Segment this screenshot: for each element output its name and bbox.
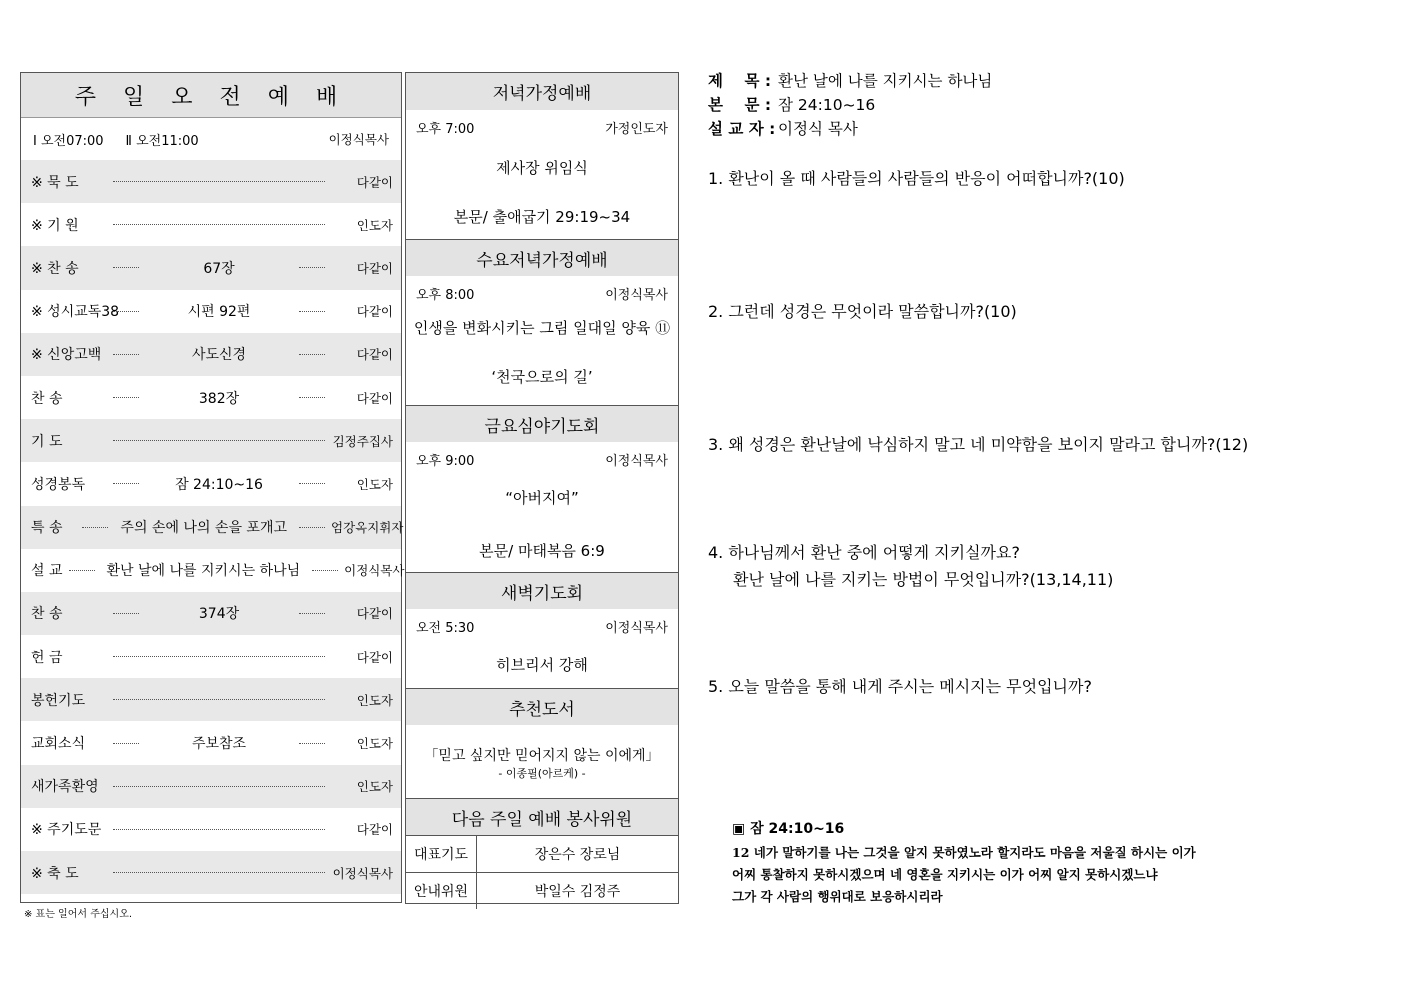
worship-item-label: ※ 기 원 — [31, 217, 79, 234]
worship-item-leader-line — [107, 440, 331, 441]
weekly-services-panel — [405, 72, 679, 904]
worship-item-leader-line — [107, 786, 331, 787]
friday-prayer-passage: 본문/ 마태복음 6:9 — [479, 542, 605, 560]
worship-item-leader-line — [107, 656, 331, 657]
dotted-leader — [299, 483, 325, 484]
worship-item-leader-line — [107, 829, 331, 830]
worship-item-content: 환난 날에 나를 지키시는 하나님 — [106, 563, 301, 580]
worship-item — [21, 851, 401, 894]
worship-item-person: 인도자 — [356, 736, 393, 752]
worship-item — [21, 635, 401, 678]
wednesday-service-section — [406, 239, 678, 405]
dotted-leader — [299, 267, 325, 268]
wednesday-service-subtitle: ‘천국으로의 길’ — [491, 368, 593, 386]
first-service-time: Ⅰ 오전07:00 — [33, 133, 104, 149]
friday-prayer-title: 금요심야기도회 — [406, 405, 678, 442]
worship-item-person: 다같이 — [356, 606, 393, 622]
dawn-prayer-title: 새벽기도회 — [406, 572, 678, 609]
dotted-leader — [113, 440, 325, 441]
worship-item-leader-line — [107, 603, 331, 623]
worship-item — [21, 808, 401, 851]
question-1: 1. 환난이 올 때 사람들의 사람들의 반응이 어떠합니까?(10) — [708, 169, 1125, 188]
worship-item-person: 다같이 — [356, 347, 393, 363]
question-4: 4. 하나님께서 환난 중에 어떻게 지키실까요? — [708, 543, 1020, 562]
dawn-prayer-leader: 이정식목사 — [605, 621, 668, 636]
question-4-sub: 환난 날에 나를 지키는 방법이 무엇입니까?(13,14,11) — [733, 570, 1114, 589]
worship-item-person: 이정식목사 — [344, 563, 405, 579]
wednesday-service-title: 수요저녁가정예배 — [406, 239, 678, 276]
dawn-prayer-topic: 히브리서 강해 — [496, 656, 588, 674]
scripture-passage — [732, 818, 1352, 908]
worship-item-label: 성경봉독 — [31, 476, 86, 493]
dawn-prayer-time: 오전 5:30 — [416, 621, 475, 636]
worship-item-label: ※ 묵 도 — [31, 174, 79, 191]
volunteer-role: 안내위원 — [406, 873, 477, 910]
sermon-title: 환난 날에 나를 지키시는 하나님 — [778, 72, 993, 90]
order-of-worship-list — [21, 160, 405, 894]
dotted-leader — [113, 829, 325, 830]
worship-item-person: 다같이 — [356, 649, 393, 665]
worship-item-content: 67장 — [203, 260, 235, 277]
dotted-leader — [299, 613, 325, 614]
worship-item — [21, 333, 401, 376]
worship-item-person: 다같이 — [356, 304, 393, 320]
worship-item-person: 다같이 — [356, 174, 393, 190]
sermon-preacher-line — [708, 116, 1388, 140]
worship-item-label: ※ 축 도 — [31, 865, 79, 882]
recommended-book-name: 「믿고 싶지만 믿어지지 않는 이에게」 — [424, 748, 660, 764]
worship-item-label: ※ 신앙고백 — [31, 347, 102, 364]
worship-item-leader-line — [107, 733, 331, 753]
sermon-text-key: 본 문 : — [708, 96, 772, 114]
worship-item-leader-line — [107, 344, 331, 364]
wednesday-service-leader: 이정식목사 — [605, 288, 668, 303]
worship-item-leader-line — [107, 388, 331, 408]
worship-item — [21, 246, 401, 289]
dotted-leader — [113, 224, 325, 225]
scripture-line: 그가 각 사람의 행위대로 보응하시리라 — [732, 889, 943, 904]
worship-item-content: 주의 손에 나의 손을 포개고 — [120, 520, 287, 537]
volunteer-role: 대표기도 — [406, 836, 477, 873]
worship-item-content: 374장 — [198, 606, 240, 623]
volunteer-names: 장은수 장로님 — [477, 836, 679, 873]
worship-item — [21, 592, 401, 635]
evening-service-passage: 본문/ 출애굽기 29:19~34 — [453, 208, 631, 226]
worship-item-leader-line — [76, 517, 331, 537]
sermon-preacher: 이정식 목사 — [778, 120, 858, 138]
question-2: 2. 그런데 성경은 무엇이라 말씀합니까?(10) — [708, 302, 1017, 321]
question-5: 5. 오늘 말씀을 통해 내게 주시는 메시지는 무엇입니까? — [708, 677, 1092, 696]
worship-item-leader-line — [107, 224, 331, 225]
worship-item-content: 잠 24:10~16 — [175, 476, 263, 493]
worship-item — [21, 160, 401, 203]
recommended-book-author: - 이종필(아르케) - — [498, 767, 586, 780]
worship-item-leader-line — [107, 474, 331, 494]
morning-worship-title: 주 일 오 전 예 배 — [21, 73, 401, 118]
sermon-title-key: 제 목 : — [708, 72, 772, 90]
worship-item-person: 인도자 — [356, 217, 393, 233]
worship-item-label: ※ 찬 송 — [31, 260, 79, 277]
worship-item-leader-line — [63, 560, 345, 580]
volunteers-section — [406, 798, 678, 909]
worship-item-label: 찬 송 — [31, 390, 63, 407]
dotted-leader — [82, 527, 108, 528]
volunteers-title: 다음 주일 예배 봉사위원 — [406, 798, 678, 835]
dotted-leader — [113, 397, 139, 398]
worship-item-label: 봉헌기도 — [31, 692, 86, 709]
dotted-leader — [312, 570, 338, 571]
friday-prayer-time: 오후 9:00 — [416, 454, 475, 469]
worship-item-label: 찬 송 — [31, 606, 63, 623]
second-service-time: Ⅱ 오전11:00 — [125, 133, 199, 149]
dotted-leader — [69, 570, 95, 571]
worship-item-person: 다같이 — [356, 260, 393, 276]
scripture-line: 12 네가 말하기를 나는 그것을 알지 못하였노라 할지라도 마음을 저울질 하시는 이가 — [732, 845, 1196, 860]
friday-prayer-topic: “아버지여” — [505, 489, 579, 507]
table-row — [406, 873, 678, 910]
worship-item-label: 교회소식 — [31, 736, 86, 753]
scripture-reference: ▣ 잠 24:10~16 — [732, 821, 845, 837]
worship-item-label: 기 도 — [31, 433, 63, 450]
worship-item-content: 시편 92편 — [187, 304, 251, 321]
friday-prayer-section — [406, 405, 678, 572]
sermon-title-line — [708, 68, 1388, 92]
worship-item-leader-line — [107, 258, 331, 278]
worship-item-leader-line — [107, 181, 331, 182]
dotted-leader — [113, 483, 139, 484]
worship-item — [21, 678, 401, 721]
dotted-leader — [113, 181, 325, 182]
worship-item — [21, 721, 401, 764]
worship-item-person: 인도자 — [356, 692, 393, 708]
dotted-leader — [299, 354, 325, 355]
worship-item-leader-line — [107, 699, 331, 700]
worship-item — [21, 290, 401, 333]
worship-item — [21, 506, 404, 549]
evening-service-time: 오후 7:00 — [416, 122, 475, 137]
evening-service-topic: 제사장 위임식 — [496, 159, 588, 177]
wednesday-service-time: 오후 8:00 — [416, 288, 475, 303]
worship-item-person: 인도자 — [356, 779, 393, 795]
wednesday-service-topic: 인생을 변화시키는 그림 일대일 양육 ⑪ — [413, 319, 671, 337]
worship-item — [21, 462, 401, 505]
worship-item-person: 엄강옥지휘자 — [331, 520, 404, 536]
dotted-leader — [113, 267, 139, 268]
dotted-leader — [113, 613, 139, 614]
dotted-leader — [113, 699, 325, 700]
recommended-book-section — [406, 688, 678, 798]
dotted-leader — [299, 743, 325, 744]
dotted-leader — [299, 527, 325, 528]
worship-item-person: 다같이 — [356, 390, 393, 406]
scripture-line: 어찌 통찰하지 못하시겠으며 네 영혼을 지키시는 이가 어찌 알지 못하시겠느냐 — [732, 867, 1158, 882]
service-times — [21, 118, 401, 160]
sermon-text-line — [708, 92, 1388, 116]
recommended-book-title: 추천도서 — [406, 688, 678, 725]
dotted-leader — [113, 743, 139, 744]
question-3: 3. 왜 성경은 환난날에 낙심하지 말고 네 미약함을 보이지 말라고 합니까?(12) — [708, 435, 1249, 454]
worship-item — [21, 549, 405, 592]
worship-item-person: 이정식목사 — [332, 865, 393, 881]
worship-item-content: 382장 — [198, 390, 240, 407]
evening-service-section — [406, 73, 678, 239]
friday-prayer-leader: 이정식목사 — [605, 454, 668, 469]
worship-item-content: 사도신경 — [191, 347, 247, 364]
morning-worship-panel — [20, 72, 405, 903]
dotted-leader — [113, 311, 139, 312]
worship-item-person: 다같이 — [356, 822, 393, 838]
worship-item-label: 새가족환영 — [31, 779, 99, 796]
worship-item-label: 설 교 — [31, 563, 63, 580]
worship-item-leader-line — [107, 301, 331, 321]
worship-item-label: 헌 금 — [31, 649, 63, 666]
worship-item — [21, 765, 401, 808]
dawn-prayer-section — [406, 572, 678, 688]
worship-item — [21, 419, 401, 462]
worship-item-label: 특 송 — [31, 520, 63, 537]
dotted-leader — [113, 872, 325, 873]
worship-item-person: 김정주집사 — [332, 433, 393, 449]
dotted-leader — [113, 656, 325, 657]
evening-service-leader: 가정인도자 — [605, 122, 668, 137]
dotted-leader — [113, 354, 139, 355]
table-row — [406, 836, 678, 873]
dotted-leader — [299, 311, 325, 312]
sermon-text: 잠 24:10~16 — [778, 96, 876, 114]
worship-item-label: ※ 주기도문 — [31, 822, 102, 839]
sermon-preacher-key: 설 교 자 : — [708, 120, 776, 138]
evening-service-title: 저녁가정예배 — [406, 73, 678, 110]
service-leader: 이정식목사 — [328, 132, 389, 147]
worship-item — [21, 203, 401, 246]
dotted-leader — [113, 786, 325, 787]
worship-item-person: 인도자 — [356, 476, 393, 492]
worship-item-leader-line — [107, 872, 331, 873]
standing-footnote: ※ 표는 일어서 주십시오. — [24, 909, 133, 920]
sermon-info — [708, 68, 1388, 140]
volunteer-names: 박일수 김정주 — [477, 873, 679, 910]
volunteers-table — [406, 835, 678, 909]
worship-item — [21, 376, 401, 419]
dotted-leader — [299, 397, 325, 398]
worship-item-label: ※ 성시교독38 — [31, 304, 120, 321]
worship-item-content: 주보참조 — [191, 736, 247, 753]
